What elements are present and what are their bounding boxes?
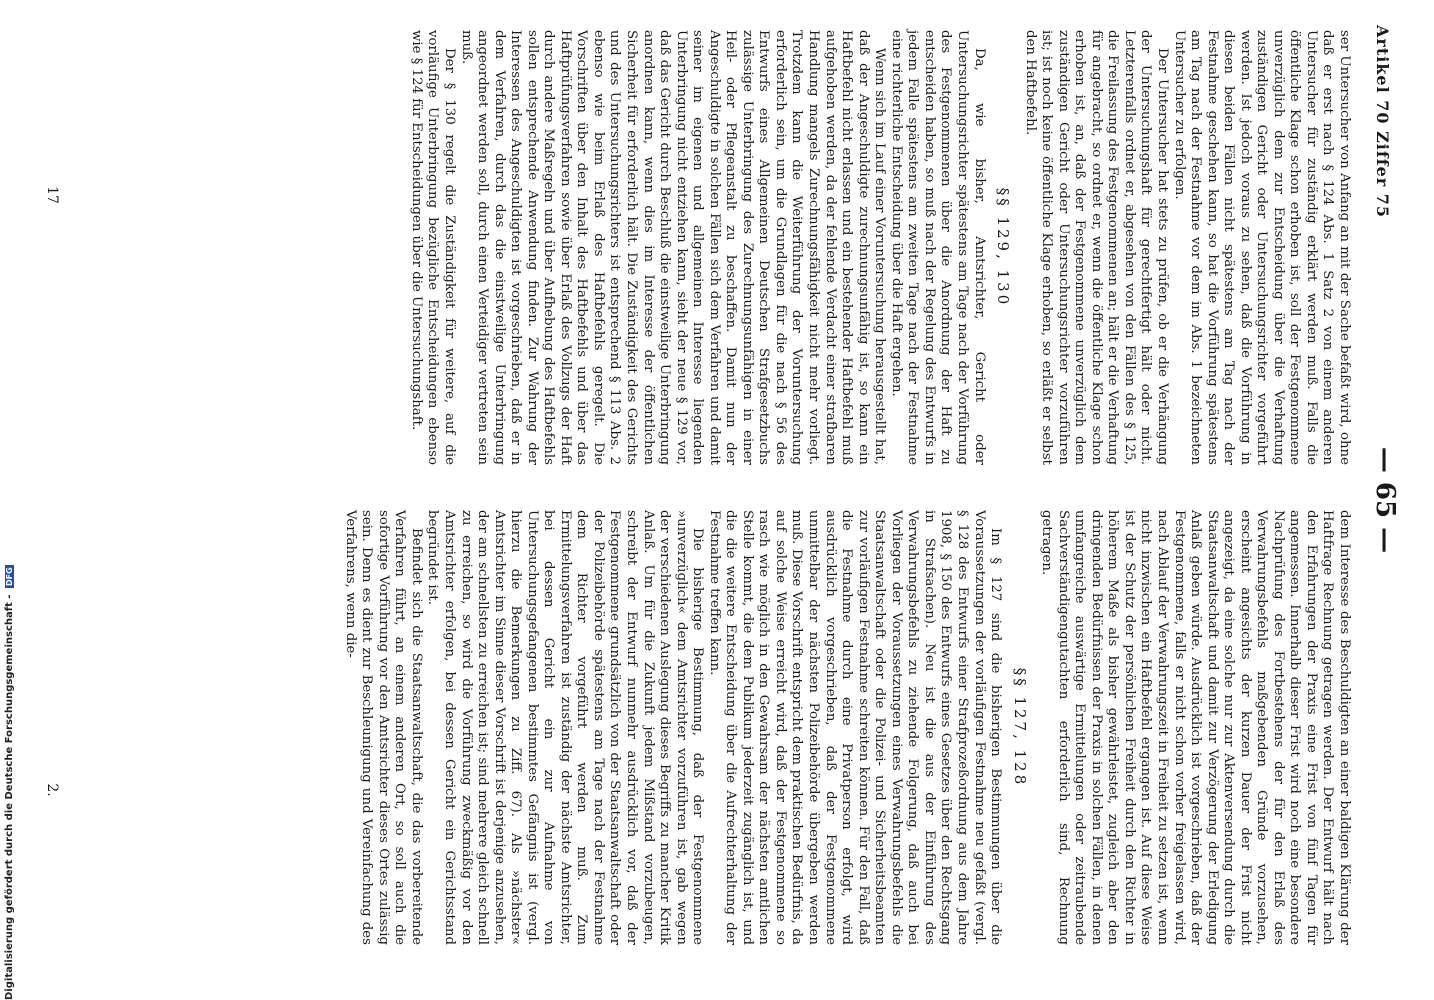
left-text-column — [407, 30, 1352, 465]
paragraph: Die bisherige Bestimmung, daß der Festgenommene »unverzüglich« dem Amtsrichter vorzuführen ist, gab wegen der verschiedenen Auslegung dieses Begriffs zu mancher Kritik Anlaß. Um für die Zukunft jedem Mißstand vorzubeugen, schreibt der Entwurf nunmehr ausdrücklich vor, daß der Festgenommene grundsätzlich von der Staatsanwaltschaft oder der Polizeibehörde spätestens am Tage nach der Festnahme dem Richter vorgeführt werden muß. Zum Ermittelungsverfahren ist zuständig der nächste Amtsrichter, bei dessen Gericht ein zur Aufnahme von Untersuchungsgefangenen bestimmtes Gefängnis ist (vergl. hierzu die Bemerkungen zu Ziff. 67). Als »nächster« Amtsrichter im Sinne dieser Vorschrift ist derjenige anzusehen, der am schnellsten zu erreichen ist; sind mehrere gleich schnell zu erreichen, so wird die Vorführung zweckmäßig vor den Amtsrichter erfolgen, bei dessen Gericht ein Gerichtsstand begründet ist. — [425, 510, 706, 945]
funding-credit: Digitalisierung gefördert durch die Deutsche Forschungsgemeinschaft - DFG — [4, 567, 15, 1000]
paragraph: Wenn sich im Lauf einer Voruntersuchung herausgestellt hat, daß der Angeschuldigte zurechnungsunfähig ist, so kann ein Haftbefehl nicht erlassen und ein bestehender Haftbefehl muß aufgehoben werden, da der fehlende Verdacht einer strafbaren Handlung mangels Zurechnungsfähigkeit nicht mehr vorliegt. Trotzdem kann die Weiterführung der Voruntersuchung erforderlich sein, um die Grundlagen für die nach § 56 des Entwurfs eines Allgemeinen Deutschen Strafgesetzbuchs zulässige Unterbringung des Zurechnungsunfähigen in einer Heil- oder Pflegeanstalt zu beschaffen. Damit nun der Angeschuldigte in solchen Fällen sich dem Verfahren und damit seiner im eigenen und allgemeinen Interesse liegenden Unterbringung nicht entziehen kann, sieht der neue § 129 vor, daß das Gericht durch Beschluß die einstweilige Unterbringung anordnen kann, wenn dies im Interesse der öffentlichen Sicherheit für erforderlich hält. Die Zuständigkeit des Gerichts und des Untersuchungsrichters ist entsprechend § 113 Abs. 2 ebenso wie beim Erlaß des Haftbefehls geregelt. Die Vorschriften über den Inhalt des Haftbefehls und über das Haftprüfungsverfahren sowie über Erlaß des Vollzugs der Haft durch andere Maßregeln und über Aufhebung des Haftbefehls sollen entsprechende Anwendung finden. Zur Wahrung der Interessen des Angeschuldigten ist vorgeschrieben, daß er in dem Verfahren, durch das die einstweilige Unterbringung angeordnet werden soll, durch einen Verteidiger vertreten sein muß. — [458, 30, 888, 465]
scanned-page — [10, 5, 1410, 995]
page-number: — 65 — — [1370, 446, 1400, 554]
section-heading: §§ 127, 128 — [1010, 667, 1029, 788]
dfg-logo: DFG — [4, 567, 14, 586]
paragraph: Im § 127 sind die bisherigen Bestimmungen über die Voraussetzungen der vorläufigen Festnahme neu gefaßt (vergl. § 128 des Entwurfs einer Strafprozeßordnung aus dem Jahre 1908, § 150 des Entwurfs eines Gesetzes über den Rechtsgang in Strafsachen). Neu ist die aus der Einführung des Verwahrungsbefehls zu ziehende Folgerung, daß auch bei Vorliegen der Voraussetzungen eines Verwahrungsbefehls die Staatsanwaltschaft oder die Polizei- und Sicherheitsbeamten zur vorläufigen Festnahme schreiten können. Für den Fall, daß die Festnahme durch eine Privatperson erfolgt, wird ausdrücklich vorgeschrieben, daß der Festgenommene unmittelbar der nächsten Polizeibehörde übergeben werden muß. Diese Vorschrift entspricht dem praktischen Bedürfnis, da auf solche Weise erreicht wird, daß der Festgenommene so rasch wie möglich in den Gewahrsam der nächsten amtlichen Stelle kommt, die dem Publikum jederzeit zugänglich ist, und die die weitere Entscheidung über die Aufrechterhaltung der Festnahme treffen kann. — [706, 510, 1004, 945]
folio-number: 17 — [44, 186, 60, 204]
paragraph: Der § 130 regelt die Zuständigkeit für weitere, auf die vorläufige Unterbringung bezügliche Entscheidungen ebenso wie § 124 für Entscheidungen über die Untersuchungshaft. — [408, 30, 458, 465]
section-heading: §§ 129, 130 — [994, 187, 1013, 308]
paragraph: ser Untersucher von Anfang an mit der Sache befaßt wird, ohne daß er erst nach § 124 Abs. 1 Satz 2 von einem anderen Untersucher für zuständig erklärt werden muß. Falls die öffentliche Klage schon erhoben ist, soll der Festgenommene unverzüglich dem zur Entscheidung über die Verhaftung zuständigen Gericht oder Untersuchungsrichter vorgeführt werden. Ist jedoch voraus zu sehen, daß die Vorführung in diesen beiden Fällen nicht spätestens am Tag nach der Festnahme geschehen kann, so hat die Vorführung spätestens am Tag nach der Festnahme vor dem im Abs. 1 bezeichneten Untersucher zu erfolgen. — [1171, 30, 1352, 465]
credit-text: Digitalisierung gefördert durch die Deutsche Forschungsgemeinschaft — [4, 602, 15, 1000]
running-header-article: Artikel 70 Ziffer 75 — [1373, 25, 1392, 219]
paragraph: Da, wie bisher, Amtsrichter, Gericht oder Untersuchungsrichter spätestens am Tage nach der Vorführung des Festgenommenen über die Anordnung der Haft zu entscheiden haben, so muß nach der Regelung des Entwurfs in jedem Falle spätestens am zweiten Tage nach der Festnahme eine richterliche Entscheidung über die Haft ergehen. — [888, 30, 987, 465]
signature-mark: 2. — [44, 783, 60, 797]
paragraph: Befindet sich die Staatsanwaltschaft, die das vorbereitende Verfahren führt, an einem anderen Ort, so soll auch die sofortige Vorführung vor den Amtsrichter dieses Ortes zulässig sein. Denn es dient zur Beschleunigung und Vereinfachung des Verfahrens, wenn die- — [342, 510, 424, 945]
paragraph: Der Untersucher hat stets zu prüfen, ob er die Verhängung der Untersuchungshaft für gerechtfertigt hält oder nicht. Letzterenfalls ordnet er, abgesehen von den Fällen des § 125, die Freilassung des Festgenommenen an; hält er die Verhaftung für angebracht, so ordnet er, wenn die öffentliche Klage schon erhoben ist, an, daß der Festgenommene unverzüglich dem zuständigen Gericht oder Untersuchungsrichter vorzuführen ist; ist noch keine öffentliche Klage erhoben, so erläßt er selbst den Haftbefehl. — [1022, 30, 1170, 465]
right-text-column — [341, 510, 1352, 945]
paragraph: dem Interesse des Beschuldigten an einer baldigen Klärung der Haftfrage Rechnung getragen werden. Der Entwurf hält nach den Erfahrungen der Praxis eine Frist von fünf Tagen für angemessen. Innerhalb dieser Frist wird noch eine besondere Nachprüfung des Fortbestehens der für den Erlaß des Verwahrungsbefehls maßgebenden Gründe vorzusehen, erscheint angesichts der kurzen Dauer der Frist nicht angezeigt, da eine solche nur zur Aktenversendung durch die Staatsanwaltschaft und damit zur Verzögerung der Erledigung Anlaß geben würde. Ausdrücklich ist vorgeschrieben, daß der Festgenommene, falls er nicht schon vorher freigelassen wird, nach Ablauf der Verwahrungszeit in Freiheit zu setzen ist, wenn nicht inzwischen ein Haftbefehl ergangen ist. Auf diese Weise ist der Schutz der persönlichen Freiheit durch den Richter in höherem Maße als bisher gewährleistet, zugleich aber den dringenden Bedürfnissen der Praxis in solchen Fällen, in denen umfangreiche auswärtige Ermittelungen oder zeitraubende Sachverständigengutachten erforderlich sind, Rechnung getragen. — [1039, 510, 1352, 945]
